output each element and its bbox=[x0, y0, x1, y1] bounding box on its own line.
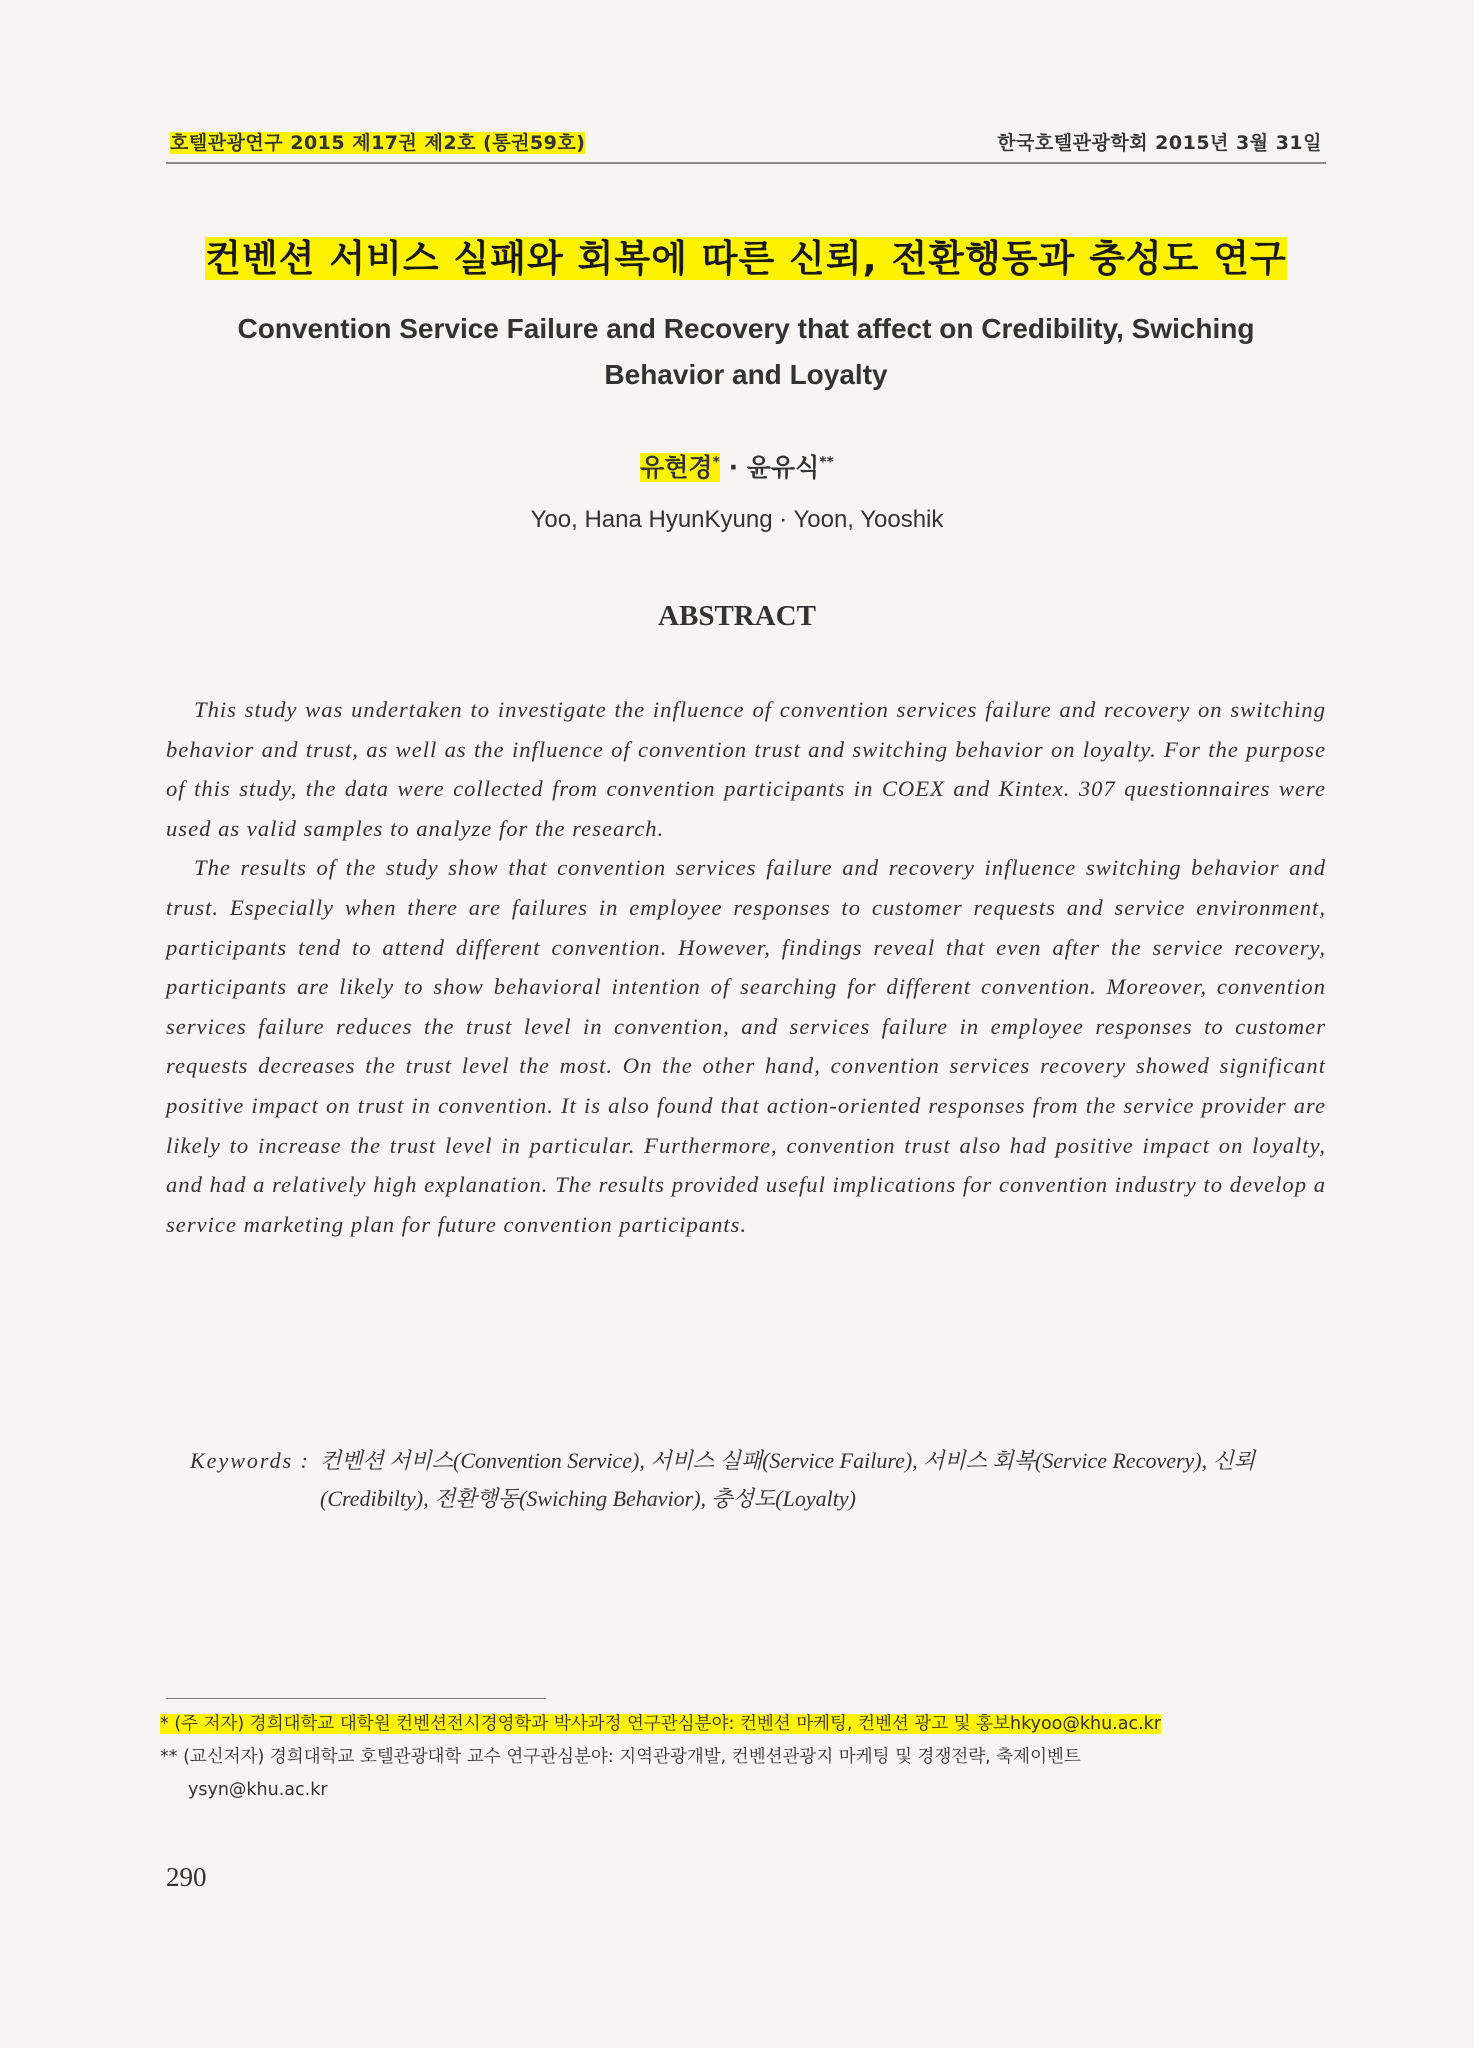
authors-english: Yoo, Hana HyunKyung · Yoon, Yooshik bbox=[530, 506, 944, 533]
footnote-first-author-text: * (주 저자) 경희대학교 대학원 컨벤션전시경영학과 박사과정 연구관심분야: 컨벤션 마케팅, 컨벤션 광고 및 홍보hkyoo@khu.ac.kr bbox=[160, 1714, 1161, 1734]
keywords bbox=[190, 1442, 1330, 1518]
footnote-divider bbox=[166, 1698, 546, 1699]
keywords-label: Keywords : bbox=[190, 1448, 311, 1473]
abstract-heading: ABSTRACT bbox=[658, 600, 816, 632]
journal-info-text: 호텔관광연구 2015 제17권 제2호 (통권59호) bbox=[170, 132, 586, 154]
publisher-date: 한국호텔관광학회 2015년 3월 31일 bbox=[997, 132, 1322, 154]
footnotes bbox=[160, 1708, 1340, 1807]
header-divider bbox=[166, 162, 1326, 164]
footnote-corresponding-author: ** (교신저자) 경희대학교 호텔관광대학 교수 연구관심분야: 지역관광개발, 컨벤션관광지 마케팅 및 경쟁전략, 축제이벤트 bbox=[160, 1747, 1081, 1767]
first-author-mark: * bbox=[712, 454, 720, 471]
first-author-highlight bbox=[640, 453, 720, 482]
authors-korean bbox=[0, 448, 1474, 484]
first-author-name: 유현경 bbox=[640, 453, 713, 482]
korean-title-text: 컨벤션 서비스 실패와 회복에 따른 신뢰, 전환행동과 충성도 연구 bbox=[205, 237, 1287, 280]
keywords-list: 컨벤션 서비스(Convention Service), 서비스 실패(Service Failure), 서비스 회복(Service Recovery), 신뢰(Credibilty), 전환행동(Swiching Behavior), 충성도(Loyalty) bbox=[320, 1448, 1256, 1511]
korean-title bbox=[155, 228, 1337, 282]
abstract-paragraph-1: This study was undertaken to investigate the influence of convention services failure and recovery on switching behavior and trust, as well as the influence of convention trust and switching behavior on loyalty. For the purpose of this study, the data were collected from convention participants in COEX and Kintex. 307 questionnaires were used as valid samples to analyze for the research. bbox=[166, 697, 1326, 841]
abstract-body bbox=[166, 690, 1326, 1244]
footnote-first-author bbox=[160, 1708, 1340, 1741]
second-author-name: 윤유식 bbox=[746, 453, 820, 482]
footnote-corresponding-email: ysyn@khu.ac.kr bbox=[188, 1780, 328, 1800]
english-title: Convention Service Failure and Recovery that affect on Credibility, Swiching Behavior and Loyalty bbox=[237, 313, 1255, 390]
second-author-mark: ** bbox=[819, 454, 834, 471]
author-separator: · bbox=[719, 453, 747, 482]
journal-info bbox=[170, 128, 585, 155]
page-number: 290 bbox=[166, 1862, 207, 1892]
abstract-paragraph-2: The results of the study show that convention services failure and recovery influence switching behavior and trust. Especially when there are failures in employee responses to customer requests and service environment, participants tend to attend different convention. However, findings reveal that even after the service recovery, participants are likely to show behavioral intention of searching for different convention. Moreover, convention services failure reduces the trust level in convention, and services failure in employee responses to customer requests decreases the trust level the most. On the other hand, convention services recovery showed significant positive impact on trust in convention. It is also found that action-oriented responses from the service provider are likely to increase the trust level in particular. Furthermore, convention trust also had positive impact on loyalty, and had a relatively high explanation. The results provided useful implications for convention industry to develop a service marketing plan for future convention participants. bbox=[166, 855, 1326, 1237]
